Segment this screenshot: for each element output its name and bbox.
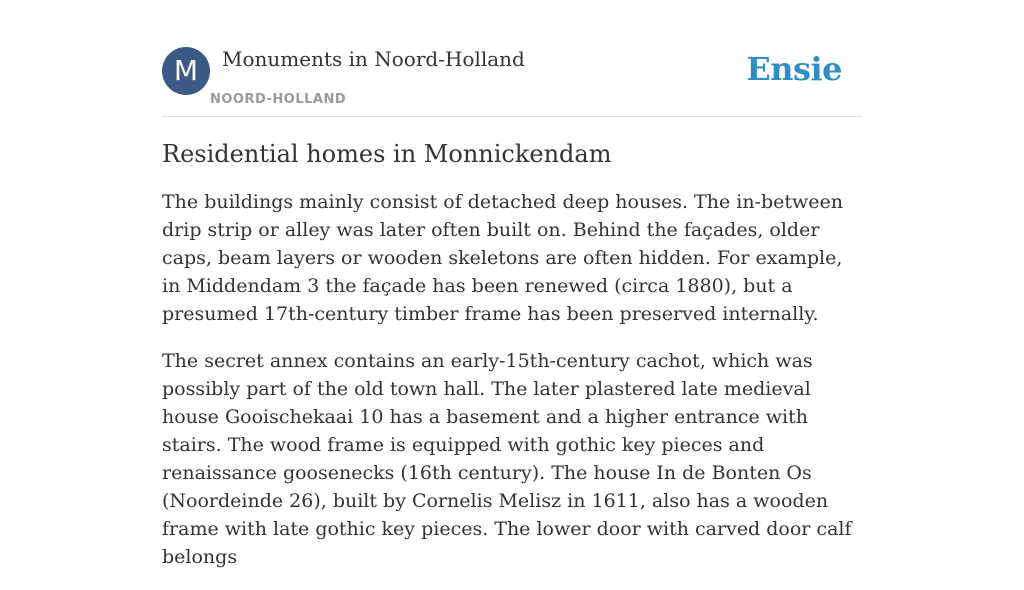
- article-paragraph-1: The buildings mainly consist of detached deep houses. The in-between drip strip or alley was later often built on. Behind the façades, older caps, beam layers or wooden skeletons are often hidden. For example, in Middendam 3 the façade has been renewed (circa 1880), but a presumed 17th-century timber frame has been preserved internally.: [162, 191, 844, 325]
- category-avatar[interactable]: M: [162, 47, 210, 95]
- site-header: [162, 46, 862, 117]
- ensie-logo[interactable]: Ensie: [746, 50, 842, 88]
- category-title[interactable]: Monuments in Noord-Holland: [222, 47, 525, 71]
- article-paragraph-2: The secret annex contains an early-15th-century cachot, which was possibly part of the old town hall. The later plastered late medieval house Gooischekaai 10 has a basement and a higher entrance with stairs. The wood frame is equipped with gothic key pieces and renaissance goosenecks (16th century). The house In de Bonten Os (Noordeinde 26), built by Cornelis Melisz in 1611, also has a wooden frame with late gothic key pieces. The lower door with carved door calf belongs: [162, 350, 852, 568]
- category-subtitle[interactable]: NOORD-HOLLAND: [210, 92, 347, 107]
- article: [162, 138, 862, 590]
- article-title: Residential homes in Monnickendam: [162, 140, 612, 168]
